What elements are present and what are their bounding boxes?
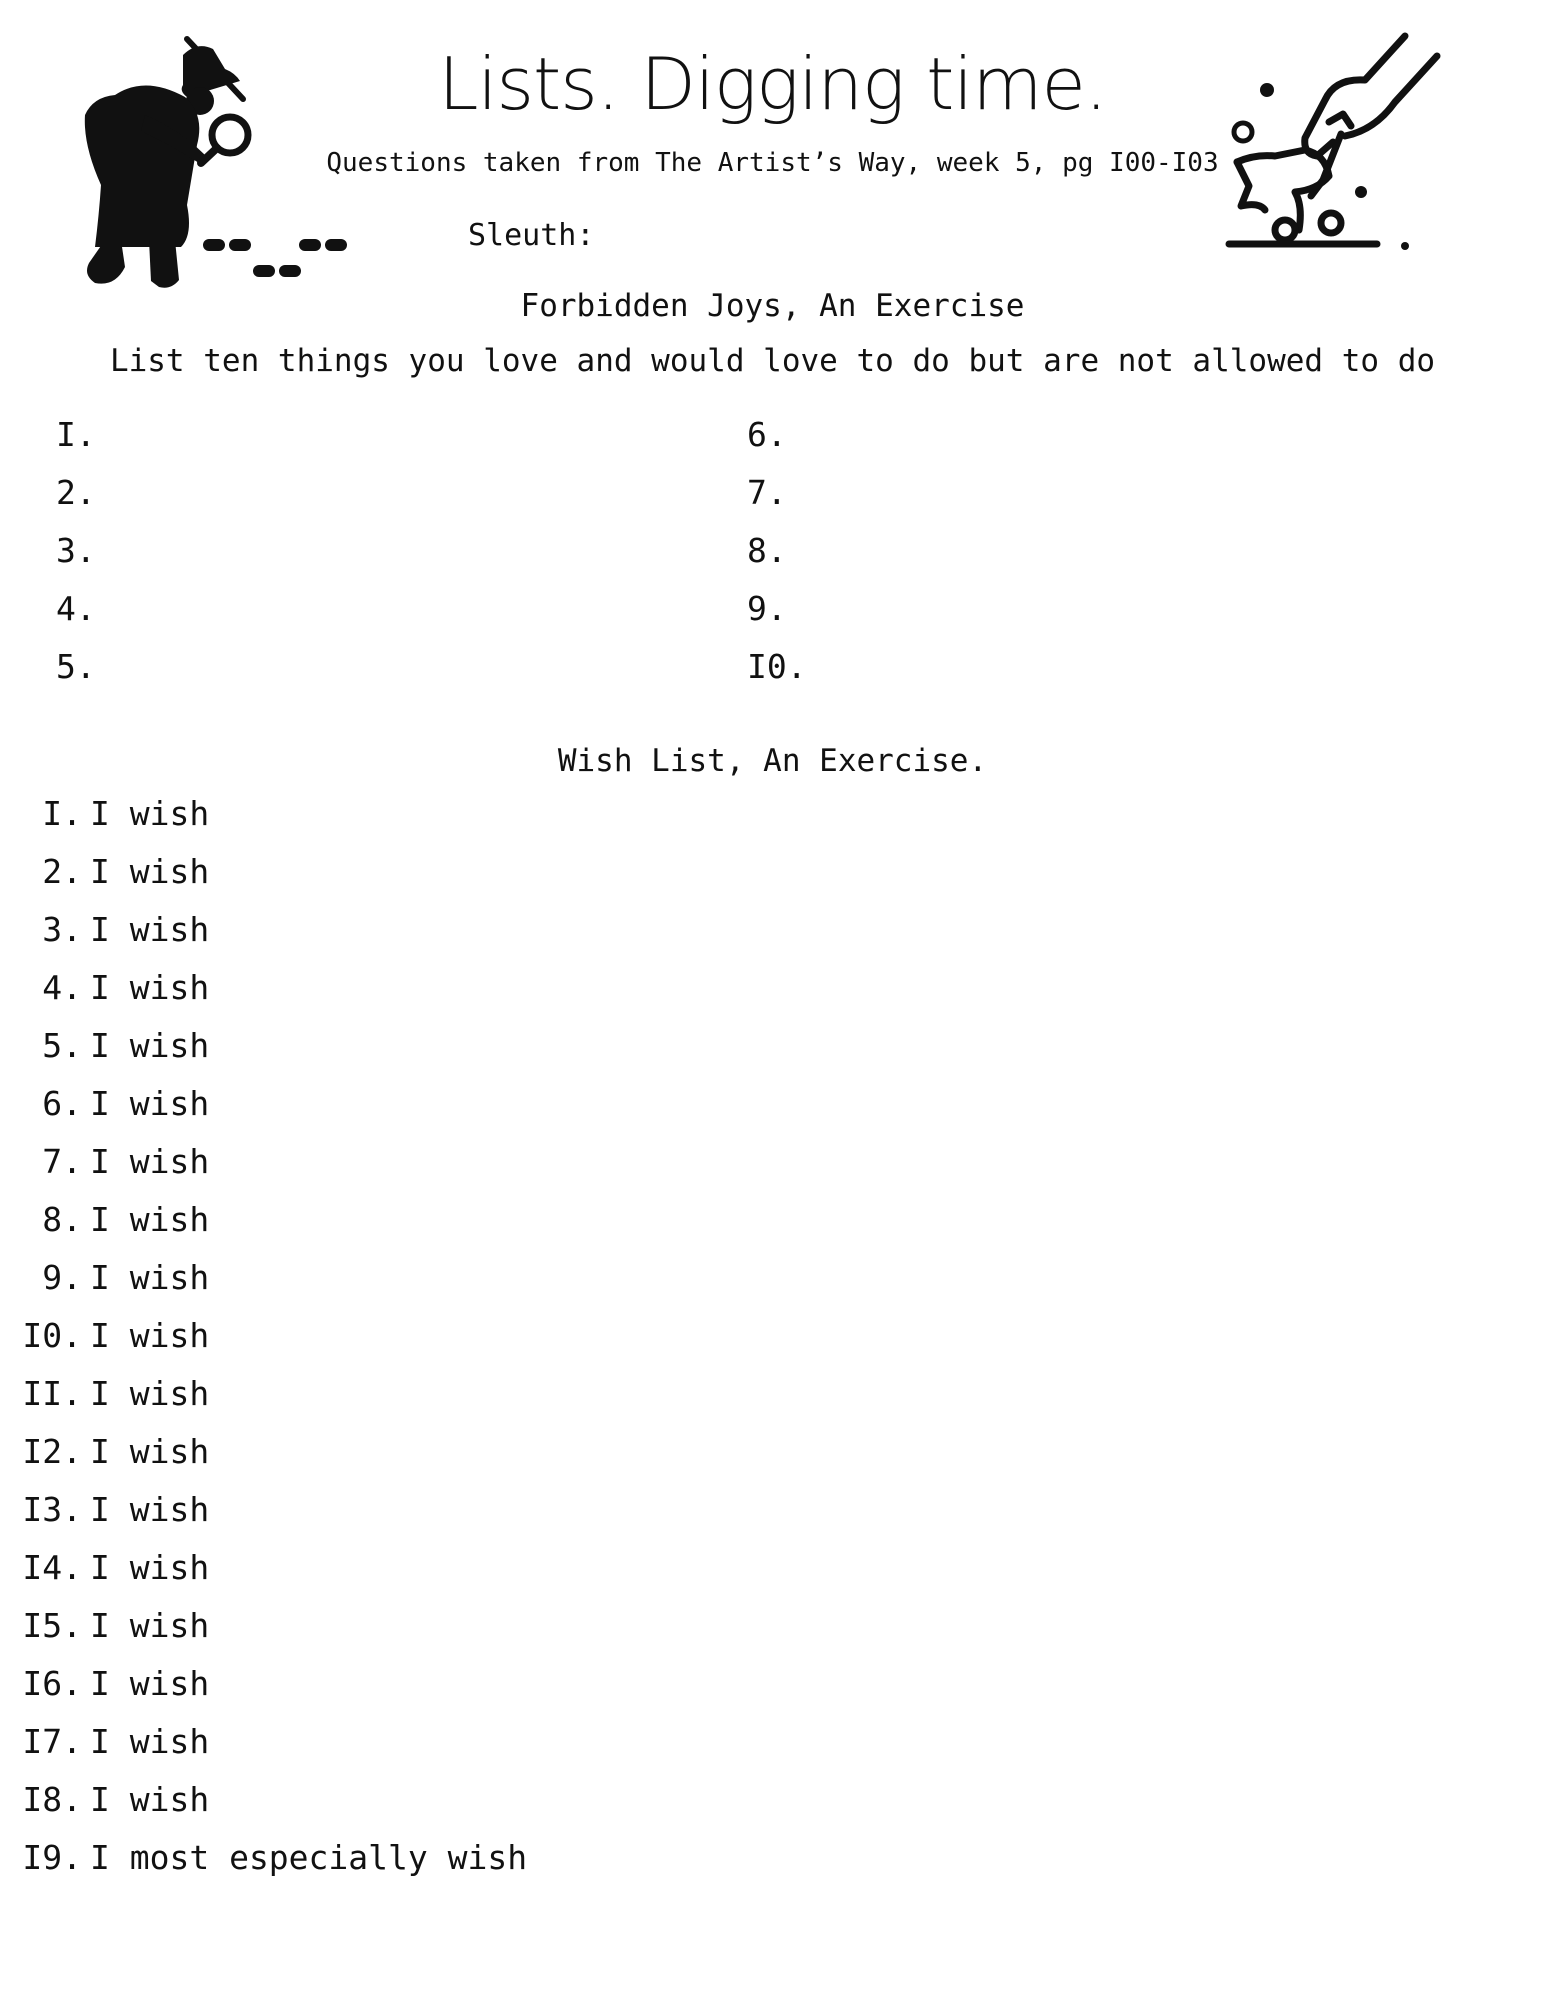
- sleuth-label: Sleuth:: [468, 218, 595, 253]
- wish-list-item: [0, 1780, 210, 1819]
- wish-number: I5.: [22, 1606, 82, 1645]
- wish-number: I8.: [22, 1780, 82, 1819]
- wish-list-item: [0, 910, 210, 949]
- wish-number: I3.: [22, 1490, 82, 1529]
- wish-text: I most especially wish: [90, 1838, 528, 1877]
- wish-list-item: [0, 1490, 210, 1529]
- wish-number: 2.: [42, 852, 82, 891]
- wish-text: I wish: [90, 1084, 210, 1123]
- forbidden-joy-number: 5.: [56, 647, 96, 686]
- forbidden-joy-number: 2.: [56, 473, 96, 512]
- forbidden-joys-heading: Forbidden Joys, An Exercise: [520, 288, 1025, 324]
- wish-text: I wish: [90, 1722, 210, 1761]
- wish-number: 5.: [42, 1026, 82, 1065]
- wish-list-item: [0, 794, 210, 833]
- forbidden-joy-number: 3.: [56, 531, 96, 570]
- wish-list-item: [0, 1432, 210, 1471]
- wish-list-item: [0, 852, 210, 891]
- wish-text: I wish: [90, 1606, 210, 1645]
- wish-list-item: [0, 1664, 210, 1703]
- forbidden-joy-number: 7.: [747, 473, 787, 512]
- wish-list-item: [0, 1606, 210, 1645]
- wish-text: I wish: [90, 1374, 210, 1413]
- wish-number: I6.: [22, 1664, 82, 1703]
- wish-text: I wish: [90, 1490, 210, 1529]
- wish-number: I9.: [22, 1838, 82, 1877]
- wish-text: I wish: [90, 968, 210, 1007]
- wish-list-item: [0, 1258, 210, 1297]
- wish-number: 8.: [42, 1200, 82, 1239]
- wish-text: I wish: [90, 1664, 210, 1703]
- wish-number: I.: [42, 794, 82, 833]
- wish-number: I4.: [22, 1548, 82, 1587]
- wish-number: 4.: [42, 968, 82, 1007]
- wish-list-item: [0, 1548, 210, 1587]
- wish-text: I wish: [90, 1142, 210, 1181]
- wish-text: I wish: [90, 1258, 210, 1297]
- forbidden-joys-instruction: List ten things you love and would love to do but are not allowed to do: [109, 343, 1436, 379]
- wish-number: I2.: [22, 1432, 82, 1471]
- wish-number: 3.: [42, 910, 82, 949]
- wish-number: I0.: [22, 1316, 82, 1355]
- page-title: Lists. Digging time.: [438, 42, 1107, 126]
- wish-list-item: [0, 1200, 210, 1239]
- wish-number: I7.: [22, 1722, 82, 1761]
- wish-text: I wish: [90, 852, 210, 891]
- wish-list-item: [0, 1374, 210, 1413]
- wish-list-item: [0, 1026, 210, 1065]
- forbidden-joy-number: 9.: [747, 589, 787, 628]
- wish-text: I wish: [90, 1432, 210, 1471]
- wish-text: I wish: [90, 1780, 210, 1819]
- wish-text: I wish: [90, 1026, 210, 1065]
- wish-text: I wish: [90, 1316, 210, 1355]
- wish-text: I wish: [90, 1200, 210, 1239]
- wish-number: 7.: [42, 1142, 82, 1181]
- wish-list-item: [0, 968, 210, 1007]
- forbidden-joy-number: 8.: [747, 531, 787, 570]
- wish-number: II.: [22, 1374, 82, 1413]
- wish-text: I wish: [90, 794, 210, 833]
- wish-number: 9.: [42, 1258, 82, 1297]
- forbidden-joy-number: I0.: [747, 647, 807, 686]
- forbidden-joy-number: I.: [56, 415, 96, 454]
- page-subtitle: Questions taken from The Artist’s Way, week 5, pg I00-I03: [326, 148, 1219, 178]
- wish-text: I wish: [90, 1548, 210, 1587]
- wish-list-heading: Wish List, An Exercise.: [557, 743, 988, 779]
- wish-list-item: [0, 1142, 210, 1181]
- wish-number: 6.: [42, 1084, 82, 1123]
- wish-list-item: [0, 1084, 210, 1123]
- wish-list-item: [0, 1316, 210, 1355]
- wish-list-item: [0, 1722, 210, 1761]
- wish-text: I wish: [90, 910, 210, 949]
- wish-list-item: [0, 1838, 528, 1877]
- forbidden-joy-number: 4.: [56, 589, 96, 628]
- forbidden-joy-number: 6.: [747, 415, 787, 454]
